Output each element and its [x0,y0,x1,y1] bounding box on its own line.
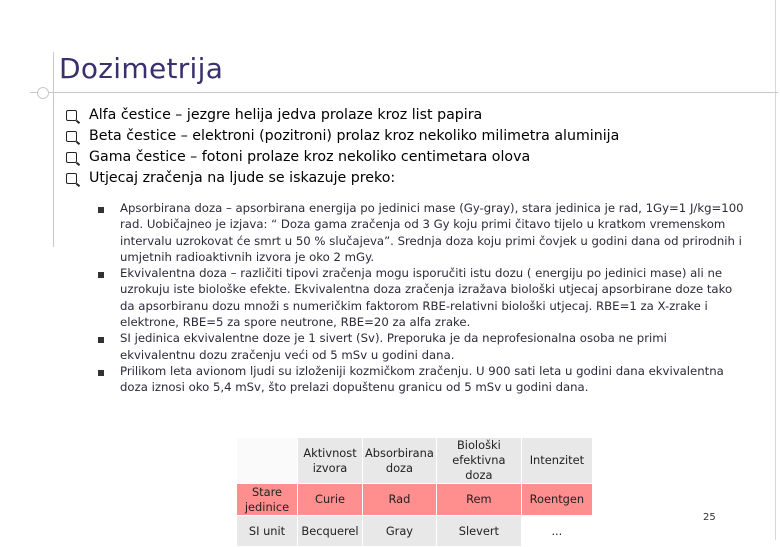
sub-bullet-item [95,200,745,265]
table-cell: Rem [436,484,521,516]
checkbox-bullet-icon [66,131,77,142]
bullet-item [66,105,619,126]
sub-bullet-text: Prilikom leta avionom ljudi su izloženiji kozmičkom zračenju. U 900 sati leta u godini dana ekvivalentna doza iznosi oko 5,4 mSv, što prelazi dopuštenu granicu od 5 mSv u godini dana. [120,363,724,395]
frame-line-right [775,0,776,540]
page-number: 25 [703,512,716,523]
sub-bullet-item [95,330,745,363]
table-header-cell: Aktivnost izvora [298,438,363,484]
bullet-text: Beta čestice – elektroni (pozitroni) prolaz kroz nekoliko milimetra aluminija [89,128,620,144]
table-header-row [237,438,593,484]
frame-line-horizontal [30,92,778,93]
table-cell: Curie [298,484,363,516]
table-header-cell [237,438,298,484]
sub-bullet-text: SI jedinica ekvivalentne doze je 1 sivert (Sv). Preporuka je da neprofesionalna osoba ne primi ekvivalentnu dozu zračenju veći od 5 mSv u godini dana. [120,331,667,362]
square-bullet-icon [98,207,104,213]
main-bullet-list [66,105,619,189]
table-cell: ... [521,516,592,547]
table-header-cell: Intenzitet [521,438,592,484]
table-cell: Gray [363,516,437,547]
units-table [236,437,593,547]
sub-bullet-text: Apsorbirana doza – apsorbirana energija po jedinici mase (Gy-gray), stara jedinica je rad, 1Gy=1 J/kg=100 rad. Uobičajneo je izjava: “ Doza gama zračenja od 3 Gy koju primi čitavo tijelo u kratkom vremenskom intervalu uzrokovat će smrt u 50 % slučajeva”. Srednja doza koju primi čovjek u godini dana od prirodnih i umjetnih radioaktivnih izvora je oko 2 mGy. [120,201,744,264]
frame-circle-ornament [37,87,49,99]
sub-bullet-item [95,265,745,330]
table-cell: Stare jedinice [237,484,298,516]
table-header-cell: Absorbirana doza [363,438,437,484]
checkbox-bullet-icon [66,173,77,184]
frame-line-vertical [53,52,54,247]
checkbox-bullet-icon [66,152,77,163]
table-header-cell: Biološki efektivna doza [436,438,521,484]
sub-bullet-text: Ekvivalentna doza – različiti tipovi zračenja mogu isporučiti istu dozu ( energiju po jedinici mase) ali ne uzrokuju iste biološke efekte. Ekvivalentna doza zračenja izražava biološki utjecaj apsorbirane doze tako da apsorbiranu dozu množi s numeričkim faktorom RBE-relativni biološki utjecaj. RBE=1 za X-zrake i elektrone, RBE=5 za spore neutrone, RBE=20 za alfa zrake. [120,266,733,330]
sub-bullet-item [95,363,745,396]
table-cell: Becquerel [298,516,363,547]
table-cell: Rad [363,484,437,516]
slide-title: Dozimetrija [59,52,224,85]
bullet-text: Utjecaj zračenja na ljude se iskazuje preko: [89,170,396,186]
square-bullet-icon [98,337,104,343]
square-bullet-icon [98,272,104,278]
units-table-wrapper [236,437,593,547]
table-cell: Roentgen [521,484,592,516]
table-row [237,516,593,547]
bullet-text: Gama čestice – fotoni prolaze kroz nekoliko centimetara olova [89,149,531,165]
bullet-item [66,126,619,147]
table-cell: Slevert [436,516,521,547]
square-bullet-icon [98,370,104,376]
bullet-item [66,168,619,189]
bullet-item [66,147,619,168]
checkbox-bullet-icon [66,110,77,121]
table-cell: SI unit [237,516,298,547]
bullet-text: Alfa čestice – jezgre helija jedva prolaze kroz list papira [89,107,483,123]
sub-bullet-list [95,200,745,396]
table-row [237,484,593,516]
